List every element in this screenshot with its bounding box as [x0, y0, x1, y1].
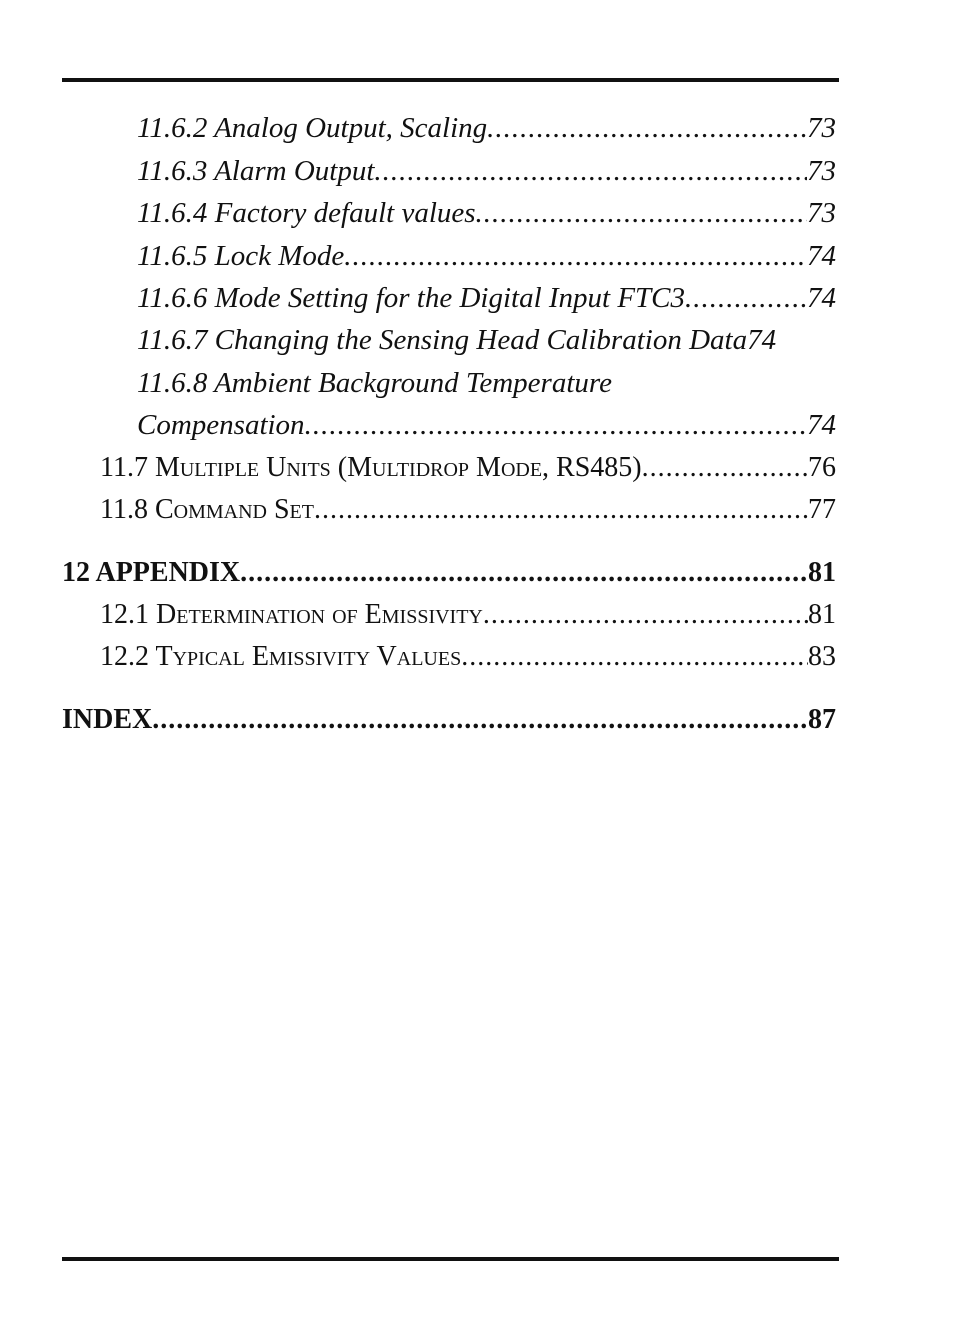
toc-leader-dots	[240, 557, 808, 589]
toc-entry-title: 11.6.5 Lock Mode	[137, 240, 345, 272]
footer-rule	[62, 1257, 839, 1261]
toc-entry-11-7[interactable]	[100, 452, 836, 484]
toc-entry-11-6-3[interactable]	[137, 155, 836, 188]
toc-entry-title: 11.6.2 Analog Output, Scaling	[137, 112, 488, 144]
toc-page-number: 74	[807, 240, 836, 272]
toc-entry-title: Compensation	[137, 409, 305, 441]
toc-leader-dots	[483, 599, 808, 631]
toc-entry-12-1[interactable]	[100, 599, 836, 631]
toc-entry-title: 12 APPENDIX	[62, 557, 241, 588]
toc-page-number: 74	[807, 409, 836, 441]
toc-entry-11-6-2[interactable]	[137, 112, 836, 145]
toc-entry-title: INDEX	[62, 704, 153, 735]
header-rule	[62, 78, 839, 82]
toc-leader-dots	[374, 155, 807, 188]
toc-entry-index[interactable]	[62, 704, 836, 736]
toc-leader-dots	[344, 240, 807, 273]
toc-page-number: 87	[808, 704, 836, 735]
toc-entry-title: 11.6.8 Ambient Background Temperature	[137, 367, 612, 399]
toc-page-number: 81	[808, 599, 836, 630]
toc-leader-dots	[314, 494, 808, 526]
toc-entry-12-2[interactable]	[100, 641, 836, 673]
toc-page-number: 73	[807, 197, 836, 229]
toc-leader-dots	[487, 112, 807, 145]
toc-leader-dots	[461, 641, 808, 673]
toc-entry-title: 12.1 Determination of Emissivity	[100, 599, 483, 630]
toc-entry-title: 12.2 Typical Emissivity Values	[100, 641, 462, 672]
toc-page-number: 83	[808, 641, 836, 672]
toc-entry-11-6-8-continued[interactable]	[137, 409, 836, 442]
toc-page-number: 73	[807, 155, 836, 187]
toc-page-number: 74	[807, 282, 836, 314]
toc-leader-dots	[152, 704, 808, 736]
toc-leader-dots	[685, 282, 807, 315]
toc-leader-dots	[476, 197, 807, 230]
toc-entry-title: 11.7 Multiple Units (Multidrop Mode, RS485)	[100, 452, 642, 483]
toc-entry-11-6-7[interactable]	[137, 324, 836, 357]
toc-leader-dots	[642, 452, 808, 484]
toc-entry-11-6-4[interactable]	[137, 197, 836, 230]
toc-page-number: 77	[808, 494, 836, 525]
toc-entry-11-6-6[interactable]	[137, 282, 836, 315]
toc-entry-title: 11.6.7 Changing the Sensing Head Calibration Data	[137, 324, 748, 356]
toc-entry-11-6-5[interactable]	[137, 240, 836, 273]
toc-leader-dots	[305, 409, 807, 442]
toc-entry-12[interactable]	[62, 557, 836, 589]
toc-page-number: 76	[808, 452, 836, 483]
toc-entry-title: 11.8 Command Set	[100, 494, 314, 525]
toc-page-number: 81	[808, 557, 836, 588]
toc-page-number: 74	[747, 324, 777, 356]
toc-entry-11-8[interactable]	[100, 494, 836, 526]
toc-page-number: 73	[807, 112, 836, 144]
toc-entry-title: 11.6.6 Mode Setting for the Digital Input FTC3	[137, 282, 686, 314]
toc-entry-11-6-8[interactable]	[137, 367, 612, 400]
toc-entry-title: 11.6.3 Alarm Output	[137, 155, 375, 187]
toc-entry-title: 11.6.4 Factory default values	[137, 197, 476, 229]
